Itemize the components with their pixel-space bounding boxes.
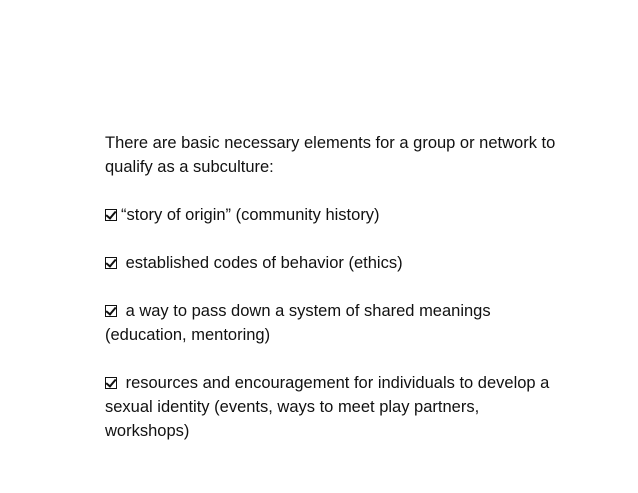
intro-text: There are basic necessary elements for a group or network to qualify as a subculture:: [105, 134, 556, 176]
slide-body: [105, 131, 565, 443]
list-item: [105, 251, 565, 275]
checkbox-checked-icon: [105, 377, 117, 389]
checkbox-checked-icon: [105, 209, 117, 221]
spacer: [105, 179, 565, 203]
list-item-text: established codes of behavior (ethics): [121, 254, 403, 272]
spacer: [105, 347, 565, 371]
list-item-text: “story of origin” (community history): [121, 206, 380, 224]
checkbox-checked-icon: [105, 257, 117, 269]
list-item-text: resources and encouragement for individuals to develop a sexual identity (events, ways to meet play partners, workshops): [105, 374, 550, 440]
list-item-text: a way to pass down a system of shared meanings (education, mentoring): [105, 302, 491, 344]
list-item: [105, 371, 565, 443]
list-item: [105, 299, 565, 347]
spacer: [105, 227, 565, 251]
checkbox-checked-icon: [105, 305, 117, 317]
list-item: [105, 203, 565, 227]
spacer: [105, 275, 565, 299]
